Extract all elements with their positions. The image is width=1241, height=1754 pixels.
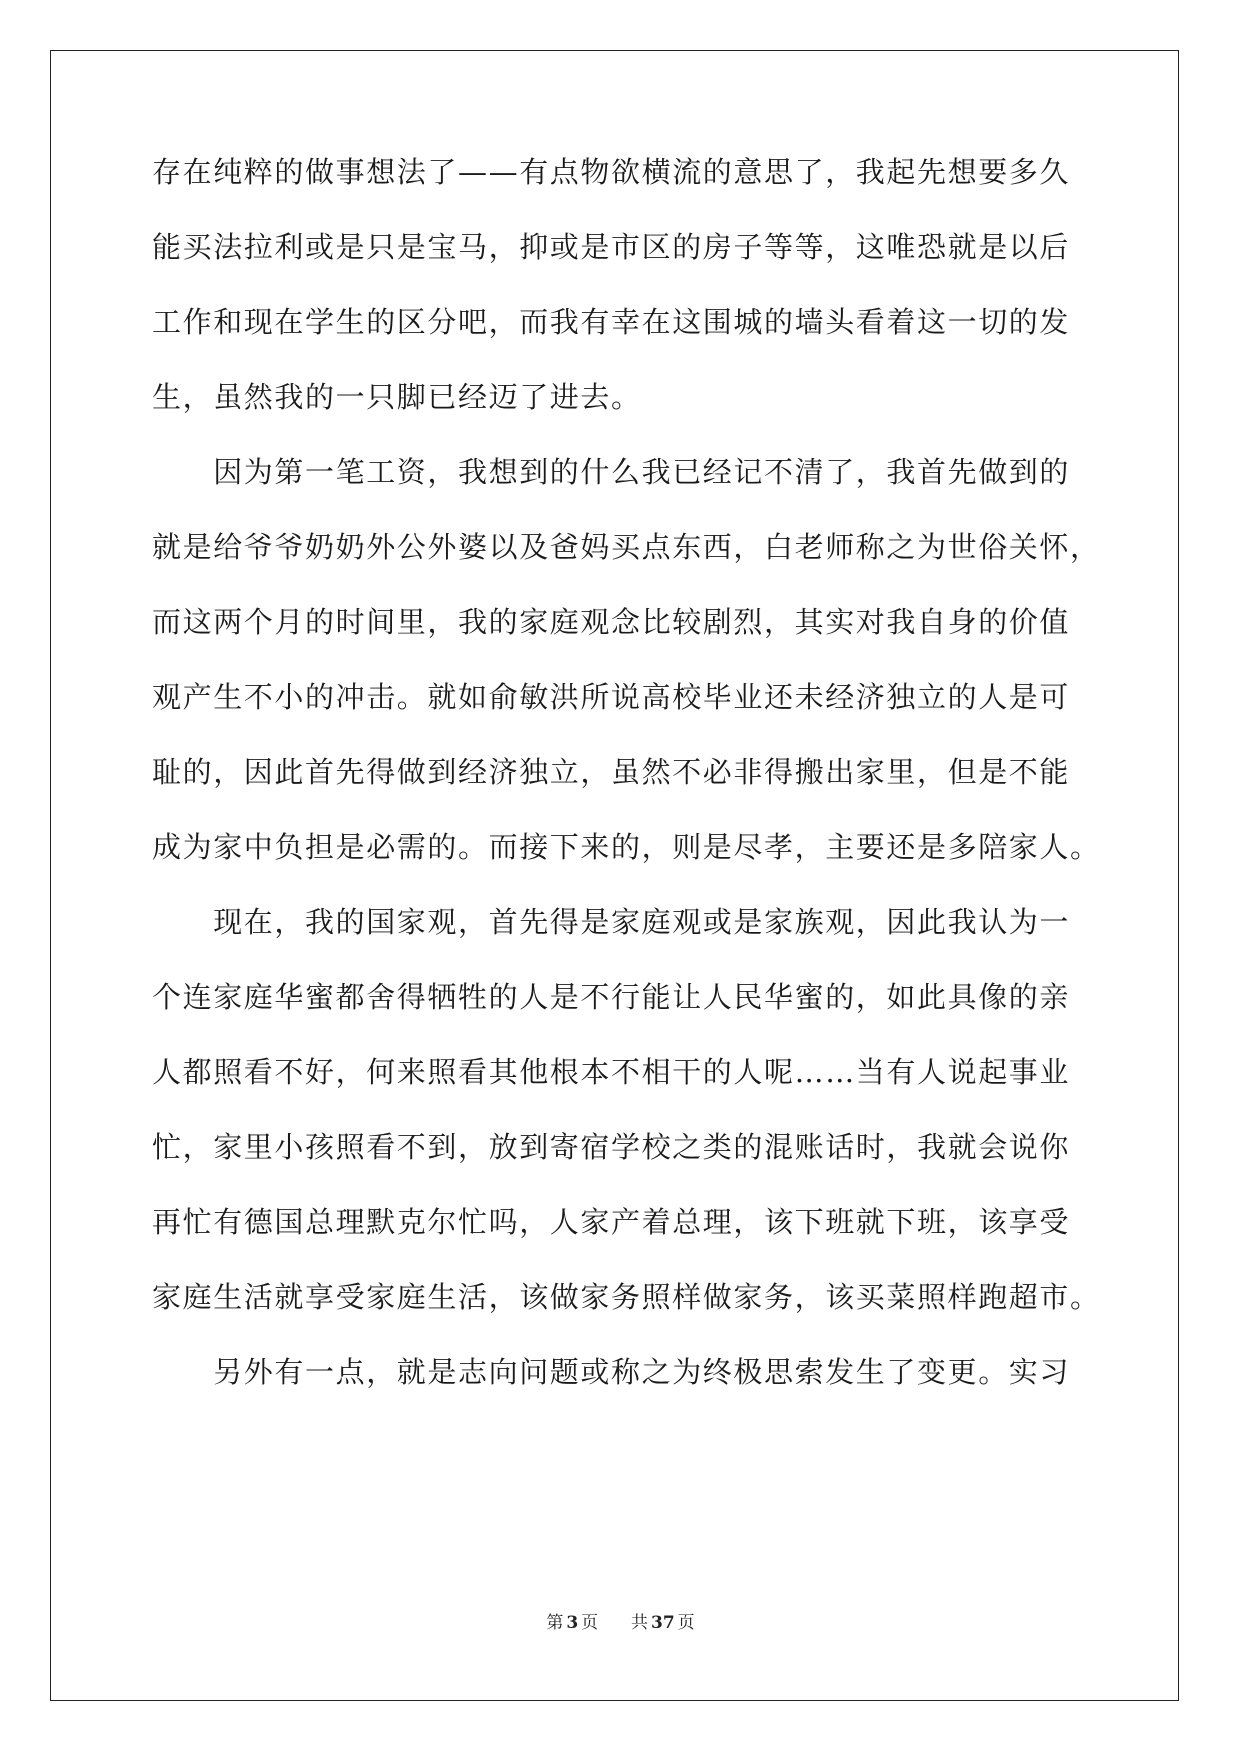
text-line: 因为第一笔工资，我想到的什么我已经记不清了，我首先做到的 — [152, 455, 1071, 489]
text-line: 另外有一点，就是志向问题或称之为终极思索发生了变更。实习 — [152, 1355, 1071, 1389]
text-line: 成为家中负担是必需的。而接下来的，则是尽孝，主要还是多陪家人。 — [152, 830, 1101, 864]
text-line: 再忙有德国总理默克尔忙吗，人家产着总理，该下班就下班，该享受 — [152, 1205, 1071, 1239]
text-line: 生，虽然我的一只脚已经迈了进去。 — [152, 380, 642, 414]
text-line: 能买法拉利或是只是宝马，抑或是市区的房子等等，这唯恐就是以后 — [152, 230, 1071, 264]
text-line: 就是给爷爷奶奶外公外婆以及爸妈买点东西，白老师称之为世俗关怀， — [152, 530, 1101, 564]
text-line: 人都照看不好，何来照看其他根本不相干的人呢……当有人说起事业 — [152, 1055, 1071, 1089]
text-line: 耻的，因此首先得做到经济独立，虽然不必非得搬出家里，但是不能 — [152, 755, 1071, 789]
total-label-suffix: 页 — [677, 1613, 695, 1633]
total-label-prefix: 共 — [630, 1613, 648, 1633]
page-footer — [0, 1611, 1241, 1635]
text-line: 个连家庭华蜜都舍得牺牲的人是不行能让人民华蜜的，如此具像的亲 — [152, 980, 1071, 1014]
text-line: 观产生不小的冲击。就如俞敏洪所说高校毕业还未经济独立的人是可 — [152, 680, 1071, 714]
page-label-suffix: 页 — [581, 1613, 599, 1633]
text-line: 家庭生活就享受家庭生活，该做家务照样做家务，该买菜照样跑超市。 — [152, 1280, 1101, 1314]
page-border — [50, 50, 1179, 1701]
text-line: 工作和现在学生的区分吧，而我有幸在这围城的墙头看着这一切的发 — [152, 305, 1071, 339]
text-line: 忙，家里小孩照看不到，放到寄宿学校之类的混账话时，我就会说你 — [152, 1130, 1071, 1164]
page-number: 3 — [566, 1613, 579, 1633]
text-line: 现在，我的国家观，首先得是家庭观或是家族观，因此我认为一 — [152, 905, 1071, 939]
text-line: 存在纯粹的做事想法了——有点物欲横流的意思了，我起先想要多久 — [152, 155, 1071, 189]
text-line: 而这两个月的时间里，我的家庭观念比较剧烈，其实对我自身的价值 — [152, 605, 1071, 639]
page-label-prefix: 第 — [546, 1613, 564, 1633]
total-pages: 37 — [650, 1613, 675, 1633]
